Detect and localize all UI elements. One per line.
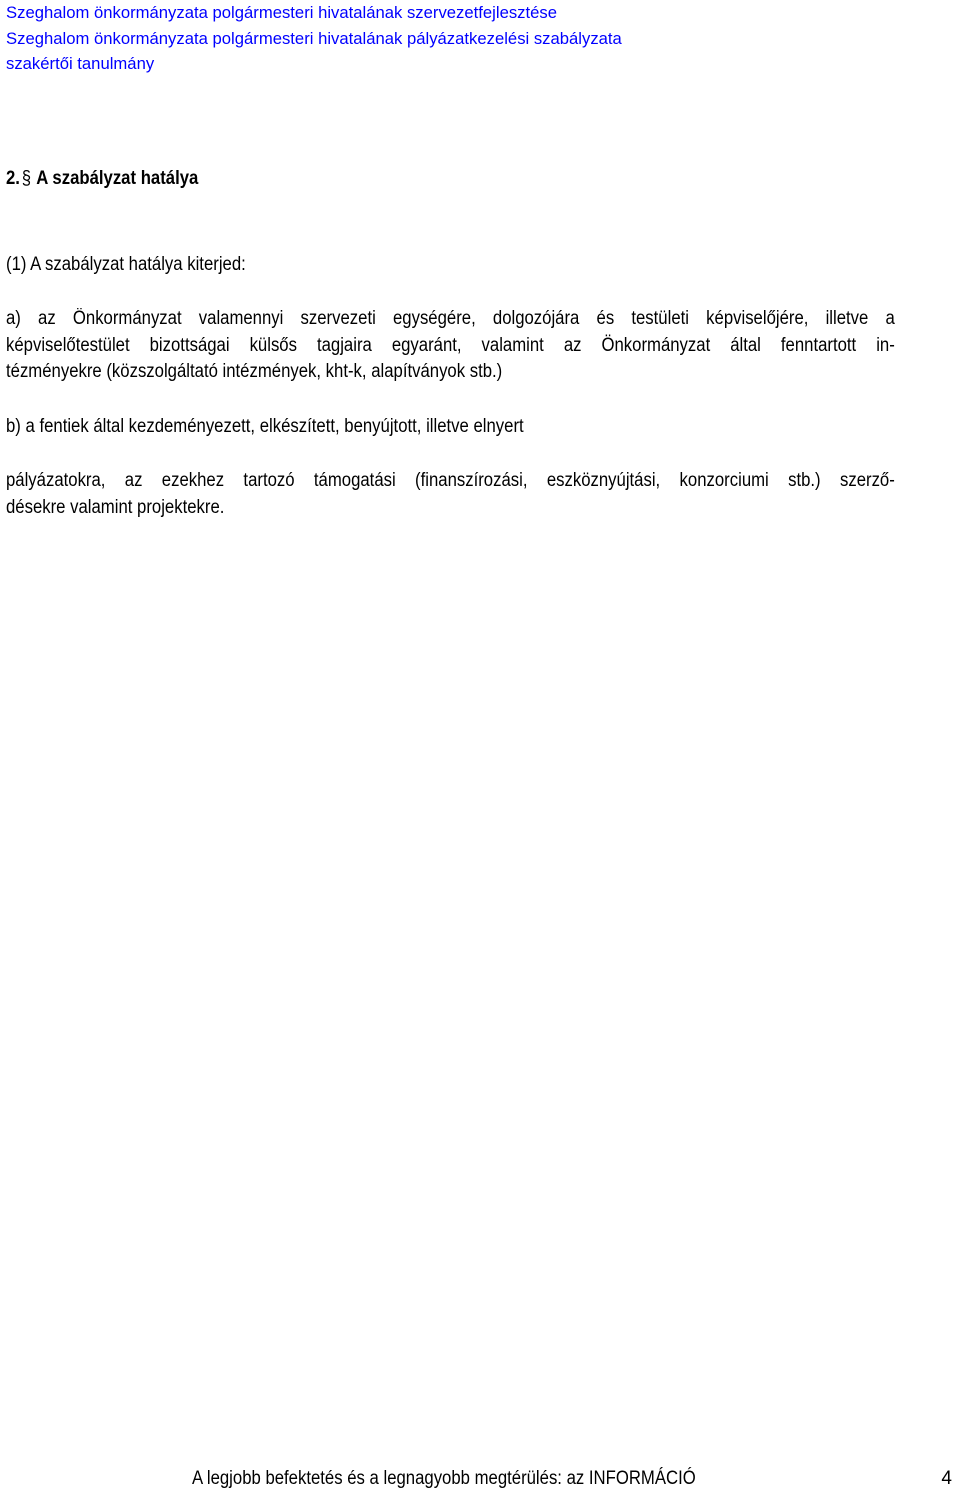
section-paragraph-mark: § <box>21 168 32 189</box>
section-title-text: A szabályzat hatálya <box>36 168 199 189</box>
page-footer-text: A legjobb befektetés és a legnagyobb megtérülés: az INFORMÁCIÓ <box>192 1468 696 1489</box>
paragraph-a-line-2: képviselőtestület bizottságai külsős tagjaira egyaránt, valamint az Önkormányzat által fenntartott in- <box>6 334 895 356</box>
paragraph-b <box>6 414 895 441</box>
paragraph-a-line-3: tézményekre (közszolgáltató intézmények, kht-k, alapítványok stb.) <box>6 361 503 382</box>
paragraph-b-cont-line-2: désekre valamint projektekre. <box>6 496 225 518</box>
page-number: 4 <box>941 1468 952 1489</box>
paragraph-a <box>6 306 895 386</box>
paragraph-1-text: (1) A szabályzat hatálya kiterjed: <box>6 254 246 275</box>
section-number: 2. <box>6 168 20 189</box>
header-line-2: Szeghalom önkormányzata polgármesteri hivatalának pályázatkezelési szabályzata <box>6 28 622 48</box>
header-line-3: szakértői tanulmány <box>6 54 155 73</box>
paragraph-b-text: b) a fentiek által kezdeményezett, elkészített, benyújtott, illetve elnyert <box>6 416 524 437</box>
section-heading <box>6 168 198 190</box>
paragraph-1 <box>6 252 895 279</box>
paragraph-a-line-1: a) az Önkormányzat valamennyi szervezeti egységére, dolgozójára és testületi képviselőjére, illetve a <box>6 308 895 329</box>
page-header <box>6 0 946 77</box>
paragraph-b-cont-line-1: pályázatokra, az ezekhez tartozó támogatási (finanszírozási, eszköznyújtási, konzorciumi stb.) szerző- <box>6 470 895 491</box>
paragraph-b-continuation <box>6 468 895 521</box>
header-line-1: Szeghalom önkormányzata polgármesteri hivatalának szervezetfejlesztése <box>6 3 557 22</box>
